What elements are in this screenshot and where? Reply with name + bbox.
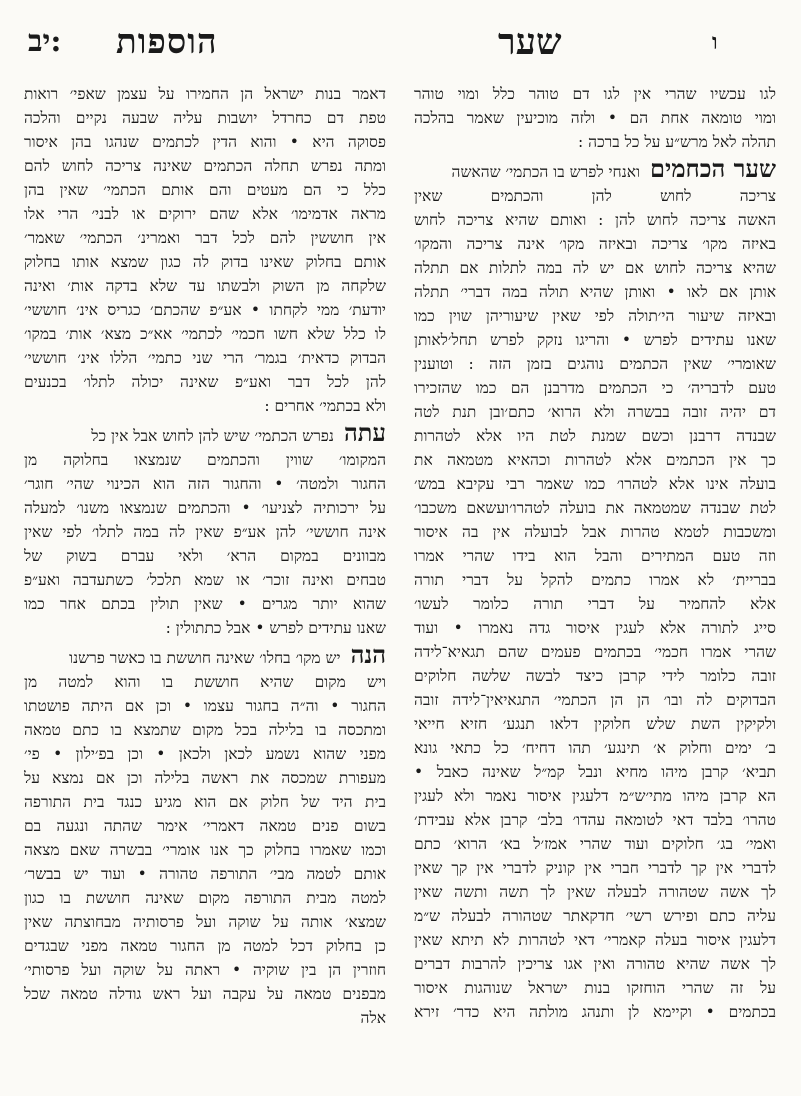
text-line: אין חוששין להם לכל דבר ואמרינ׳ הכתמי׳ שאמר׳ [24, 229, 386, 247]
text-line: לטת שבנדה שמטמאה את בועלה לטהרו׳ועשאם משכבו׳ [414, 499, 776, 517]
text-line: שהיא צריכה לחוש אם יש לה במה לתלות אם תתלה [414, 259, 776, 277]
text-line: על ירכותיה לצניעו׳ • והכתמים שנמצאו משנו׳ למעלה [24, 499, 386, 517]
text-line: למטה מבית התורפה מקום שאינה חוששת בו כגון [24, 889, 386, 907]
text-line: זובה כלומר לידי קרבן כיצד לבשה שלשה חלוקים [414, 667, 776, 685]
text-line: לו כלל שלא חשו חכמי׳ לכתמי׳ אא״כ מצא׳ אות׳ במקו׳ [24, 325, 386, 343]
text-line: האשה צריכה לחוש להן : ואותם שהיא צריכה לחוש [414, 211, 776, 229]
text-line: תביא׳ קרבן מיהו מחיא ונבל קמ״ל שאינה כאבל • [414, 763, 776, 781]
section-heading-word: הנה [350, 640, 386, 669]
text-line: טפת דם כחרדל יושבות עליה שבעה נקיים והלכה [24, 109, 386, 127]
text-line: לך אשה שטהורה לבעלה שאין לך תשה ותשה שאין [414, 883, 776, 901]
text-line: וכמו שאמרו בחלוק כך אנו אומרי׳ בבשרה שאם מצאה [24, 841, 386, 859]
text-line: הא קרבן מיהו מתי׳ש״מ דלעגין איסור נאמר ולא לעגין [414, 787, 776, 805]
section-heading-word: שער הכחמים [650, 154, 776, 183]
section-opening-text: ואנחי לפרש בו הכתמי׳ שהאשה [451, 163, 641, 181]
text-line: מבפנים טמאה על עקבה ועל ראש גודלה טמאה שכל [24, 985, 386, 1003]
text-line: שלקחה מן השוק ולבשתו עד שלא בדקה אות׳ ואינה [24, 277, 386, 295]
text-line: וזה טעם המתירים והבל הוא בידו שהרי אמרו [414, 547, 776, 565]
text-line: אלה [360, 1009, 386, 1027]
text-line: טהרו׳ בלבד דאי לטומאה עהדו׳ בלב׳ קרבן אלא עבידת׳ [414, 811, 776, 829]
section-opening-line [24, 640, 386, 670]
text-line: ולא בכתמי׳ אחרים : [264, 397, 386, 415]
text-line: החגור • וה״ה בחגור עצמו • וכן אם היתה פושטתו [24, 697, 386, 715]
left-text-column [24, 82, 386, 1082]
text-line: כך אין הכתמים אלא לטהרות וכהאיא מטמאה את [414, 451, 776, 469]
text-line: ומוי טומאה אחת הם • ולזה מוכיעין שאמר בהלכה [414, 109, 776, 127]
text-line: שאומרי׳ שאין הכתמים נוהגים בזמן הזה : וטוענין [414, 355, 776, 373]
text-line: מעפורת שמכסה את ראשה בלילה וכן אם נמצא על [24, 769, 386, 787]
text-line: המקומו׳ שווין והכתמים שנמצאו בחלוקה מן [24, 451, 386, 469]
text-line: לגו עכשיו שהרי אין לגו דם טוהר כלל ומוי טוהר [414, 85, 776, 103]
text-line: דלעגין איסור בעלה קאמרי׳ דאי לטהרות לא תיתא שאין [414, 931, 776, 949]
text-line: הבדוק כדאית׳ בגמר׳ הרי שני כתמי׳ הללו אינ׳ חוששי׳ [24, 349, 386, 367]
text-line: ואמי׳ בג׳ חלוקים ועוד שהרי אמז׳ל בא׳ הרוא׳ כתם [414, 835, 776, 853]
text-line: צריכה לחוש להן והכתמים שאין [414, 187, 776, 205]
text-line: באיזה מקו׳ צריכה ובאיזה מקו׳ אינה צריכה והמקו׳ [414, 235, 776, 253]
text-line: שאנו עתידים לפרש • והריגו נזקק לפרש תחל׳לאותן [414, 331, 776, 349]
right-running-title: שער [498, 21, 562, 63]
text-line: חוזרין הן בין שוקיה • ראתה על שוקה ועל פרסותי׳ [24, 961, 386, 979]
text-line: יודעת׳ ממי לקחתו • אע״פ שהכתם׳ כגריס אינ׳ חוששי׳ [24, 301, 386, 319]
text-line: שהרי אמרו חכמי׳ בכתמים פעמים שהם תגאיא־לידה [414, 643, 776, 661]
text-line: בית היד של חלוק אם הוא מגיע כנגד בית התורפה [24, 793, 386, 811]
text-line: שבנדה דרבנן וכשם שמנת לטת היו אלא לטהרות [414, 427, 776, 445]
text-line: לך אשה שהיא טהורה ואין אגו צריכין להרבות דברים [414, 955, 776, 973]
text-line: דאמר בנות ישראל הן החמירו על עצמן שאפי׳ רואות [24, 85, 386, 103]
text-line: ומשכבות לטמא טהרות אבל לבועלה אין בה איסור [414, 523, 776, 541]
section-opening-line [414, 154, 776, 184]
text-line: הבדוקים לה ובו׳ הן הן הכתמי׳ התגאיאין־לידה זובה [414, 691, 776, 709]
text-line: ב׳ ימים וחלוק א׳ תינגע׳ תהו דחיח׳ כל כתאי גונא [414, 739, 776, 757]
text-line: ובאיזה שיעור הי׳תולה לפי שאין שיעוריהן שוין כמו [414, 307, 776, 325]
right-page-number: ו [712, 29, 718, 55]
text-line: אותם לטמה מבי׳ התורפה טהורה • ועוד יש בבשר׳ [24, 865, 386, 883]
text-line: טבחים ואינה זוכר׳ או שמא תלכל׳ כשתעדבה ואע״פ [24, 571, 386, 589]
left-running-title: הוספות [116, 22, 218, 62]
text-line: כלל כי הם מעטים והם אותם הכתמי׳ שאין בהן [24, 181, 386, 199]
text-line: שאנו עתידים לפרש • אבל כתתולין : [165, 619, 386, 637]
text-line: שהוא יותר מגרים • שאין תולין בכתם אחר כמו [24, 595, 386, 613]
right-text-column [414, 82, 776, 1082]
section-opening-text: יש מקו׳ בחלו׳ שאינה חוששת בו כאשר פרשנו [69, 649, 341, 667]
text-line: מבוונים במקום הרא׳ ולאי עברם בשוק של [24, 547, 386, 565]
section-opening-text: נפרש הכתמי׳ שיש להן לחוש אבל אין כל [91, 427, 334, 445]
section-heading-word: עתה [343, 418, 386, 447]
text-line: טעם לדבריה׳ כי הכתמים מדרבנן הם כמו שהזכירו [414, 379, 776, 397]
text-line: בועלה אינו אלא לטהרו׳ כמו שאמר רבי עקיבא במש׳ [414, 475, 776, 493]
text-line: לדברי אין קך לדברי חברי אין קוניק לדברי אין קך שאין [414, 859, 776, 877]
text-line: תהלה לאל מרש״ע על כל ברכה : [578, 133, 776, 151]
page-header [0, 14, 801, 70]
text-line: דם יהיה זובה בבשרה ולא הרוא׳ כתם׳ובן תנת לטה [414, 403, 776, 421]
text-line: פסוקה היא • והוא הדין לכתמים שנהגו בהן איסור [24, 133, 386, 151]
text-line: ומתה נפרש תחלה הכתמים שאינה צריכה לחוש להם [24, 157, 386, 175]
text-line: ולקיקין השת שלש חלוקין דלאו תנגע׳ חזיא חייאי [414, 715, 776, 733]
section-opening-line [24, 418, 386, 448]
text-line: עליה כתם ופירש רשי׳ חדקאתר שטהורה לבעלה ש״מ [414, 907, 776, 925]
text-line: ומתכסה בו בלילה בכל מקום שתמצא בו כתם טמאה [24, 721, 386, 739]
text-line: מפני שהוא נשמע לכאן ולכאן • וכן בפ׳ילון • פי׳ [24, 745, 386, 763]
text-line: אותם בחלוק שאינו בדוק לה כגון שמצא אותו בחלוק [24, 253, 386, 271]
text-line: סייג לתורה אלא לעגין איסור גדה נאמרו • ועוד [414, 619, 776, 637]
text-line: אלא להחמיר על דברי תורה כלומר לעשו׳ [414, 595, 776, 613]
text-line: החגור ולמטה׳ • והחגור הזה הוא הכינוי שהי׳ חוגר׳ [24, 475, 386, 493]
text-line: שמצא׳ אותה על שוקה ועל פרסותיה מבחוצתה שאין [24, 913, 386, 931]
text-line: אינה חוששי׳ להן אע״פ שאין לה במה לתלו׳ לפי שאין [24, 523, 386, 541]
text-line: ויש מקום שהיא חוששת בו והוא למטה מן [24, 673, 386, 691]
left-page-number: יב: [28, 24, 62, 59]
text-line: מראה אדמימו׳ אלא שהם ירוקים או לבני׳ הרי אלו [24, 205, 386, 223]
text-line: בכתמים • וקיימא לן ותנהג מולתה היא כדר׳ זירא [414, 1003, 776, 1021]
text-line: על זה שהרי הוחזקו בנות ישראל שנוהגות איסור [414, 979, 776, 997]
text-line: כן בחלוק דכל למטה מן החגור טמאה מפני שבגדים [24, 937, 386, 955]
text-line: להן לכל דבר ואע״פ שאינה יכולה לתלו׳ בכנעים [24, 373, 386, 391]
text-line: בשום פנים טמאה דאמרי׳ אימר שהתה ונגעה בם [24, 817, 386, 835]
text-line: אותן אם לאו • ואותן שהיא תולה במה דברי׳ תתלה [414, 283, 776, 301]
text-line: בבריית׳ לא אמרו כתמים להקל על דברי תורה [414, 571, 776, 589]
